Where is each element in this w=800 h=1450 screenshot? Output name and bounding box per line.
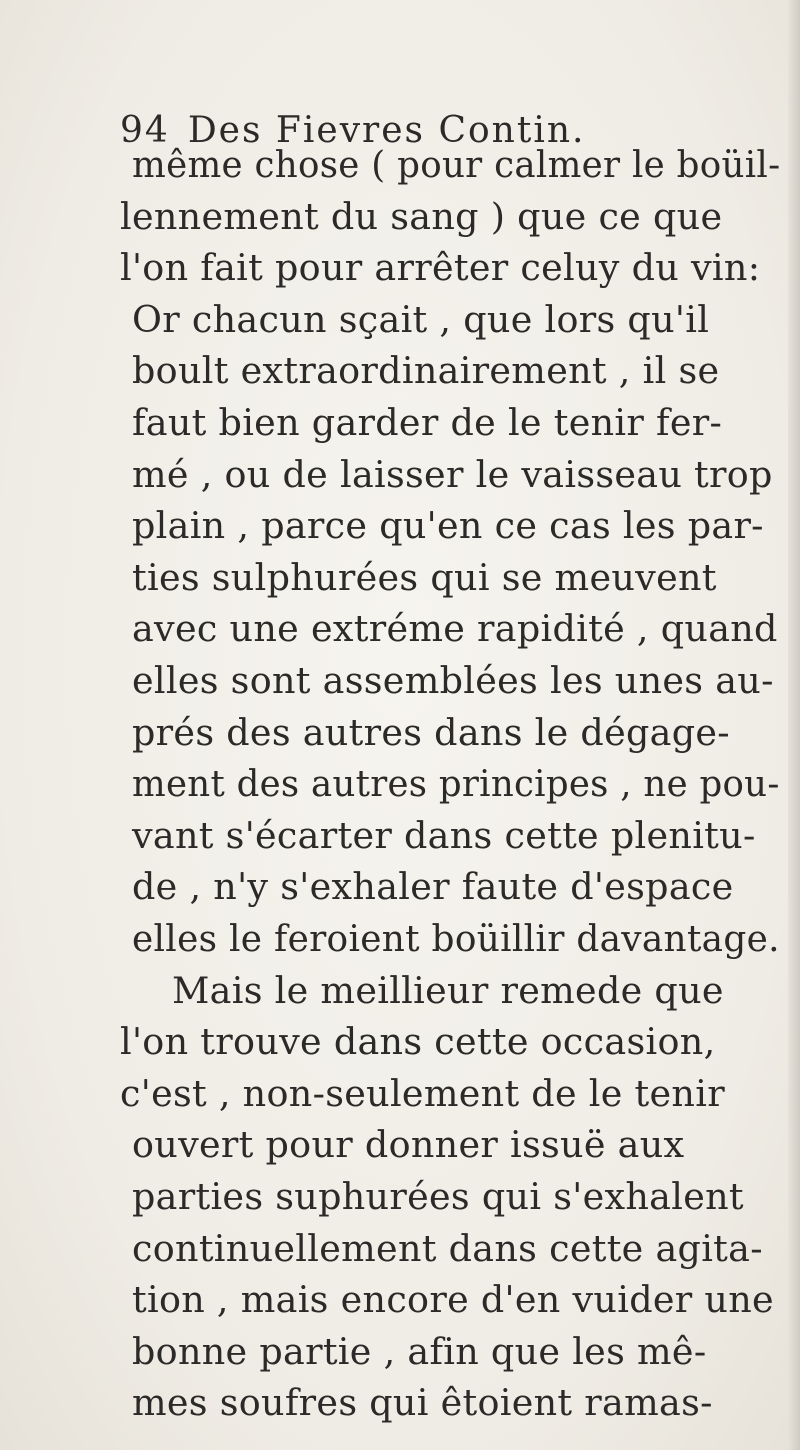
text-line: elles le feroient boüillir davantage. bbox=[132, 917, 780, 960]
text-line: même chose ( pour calmer le boüil- bbox=[132, 143, 781, 186]
text-line: lennement du sang ) que ce que bbox=[120, 194, 723, 238]
text-line: c'est , non-seulement de le tenir bbox=[120, 1071, 725, 1115]
text-line: elles sont assemblées les unes au- bbox=[132, 659, 774, 702]
text-line: parties suphurées qui s'exhalent bbox=[132, 1175, 744, 1218]
text-line: plain , parce qu'en ce cas les par- bbox=[132, 504, 764, 548]
running-title: Des Fievres Contin. bbox=[187, 110, 586, 151]
text-line: l'on fait pour arrêter celuy du vin: bbox=[120, 246, 761, 290]
text-line: faut bien garder de le tenir fer- bbox=[132, 401, 723, 444]
text-line: continuellement dans cette agita- bbox=[132, 1226, 763, 1270]
text-line: ment des autres principes , ne pou- bbox=[132, 762, 780, 806]
text-line: Or chacun sçait , que lors qu'il bbox=[132, 297, 710, 341]
text-line: boult extraordinairement , il se bbox=[132, 349, 720, 393]
text-line: Mais le meillieur remede que bbox=[172, 968, 724, 1012]
page-edge bbox=[788, 0, 800, 1450]
text-line: mé , ou de laisser le vaisseau trop bbox=[132, 452, 773, 496]
text-line: avec une extréme rapidité , quand bbox=[132, 607, 778, 651]
page-number: 94 bbox=[120, 110, 170, 151]
text-line: bonne partie , afin que les mê- bbox=[132, 1329, 707, 1373]
text-line: vant s'écarter dans cette plenitu- bbox=[132, 813, 756, 857]
text-line: mes soufres qui êtoient ramas- bbox=[132, 1381, 713, 1425]
text-line: l'on trouve dans cette occasion, bbox=[120, 1020, 716, 1064]
text-line: tion , mais encore d'en vuider une bbox=[132, 1278, 774, 1322]
text-line: ties sulphurées qui se meuvent bbox=[132, 555, 717, 599]
text-line: prés des autres dans le dégage- bbox=[132, 710, 730, 754]
text-line: ouvert pour donner issuë aux bbox=[132, 1123, 685, 1167]
text-line: de , n'y s'exhaler faute d'espace bbox=[132, 865, 734, 909]
